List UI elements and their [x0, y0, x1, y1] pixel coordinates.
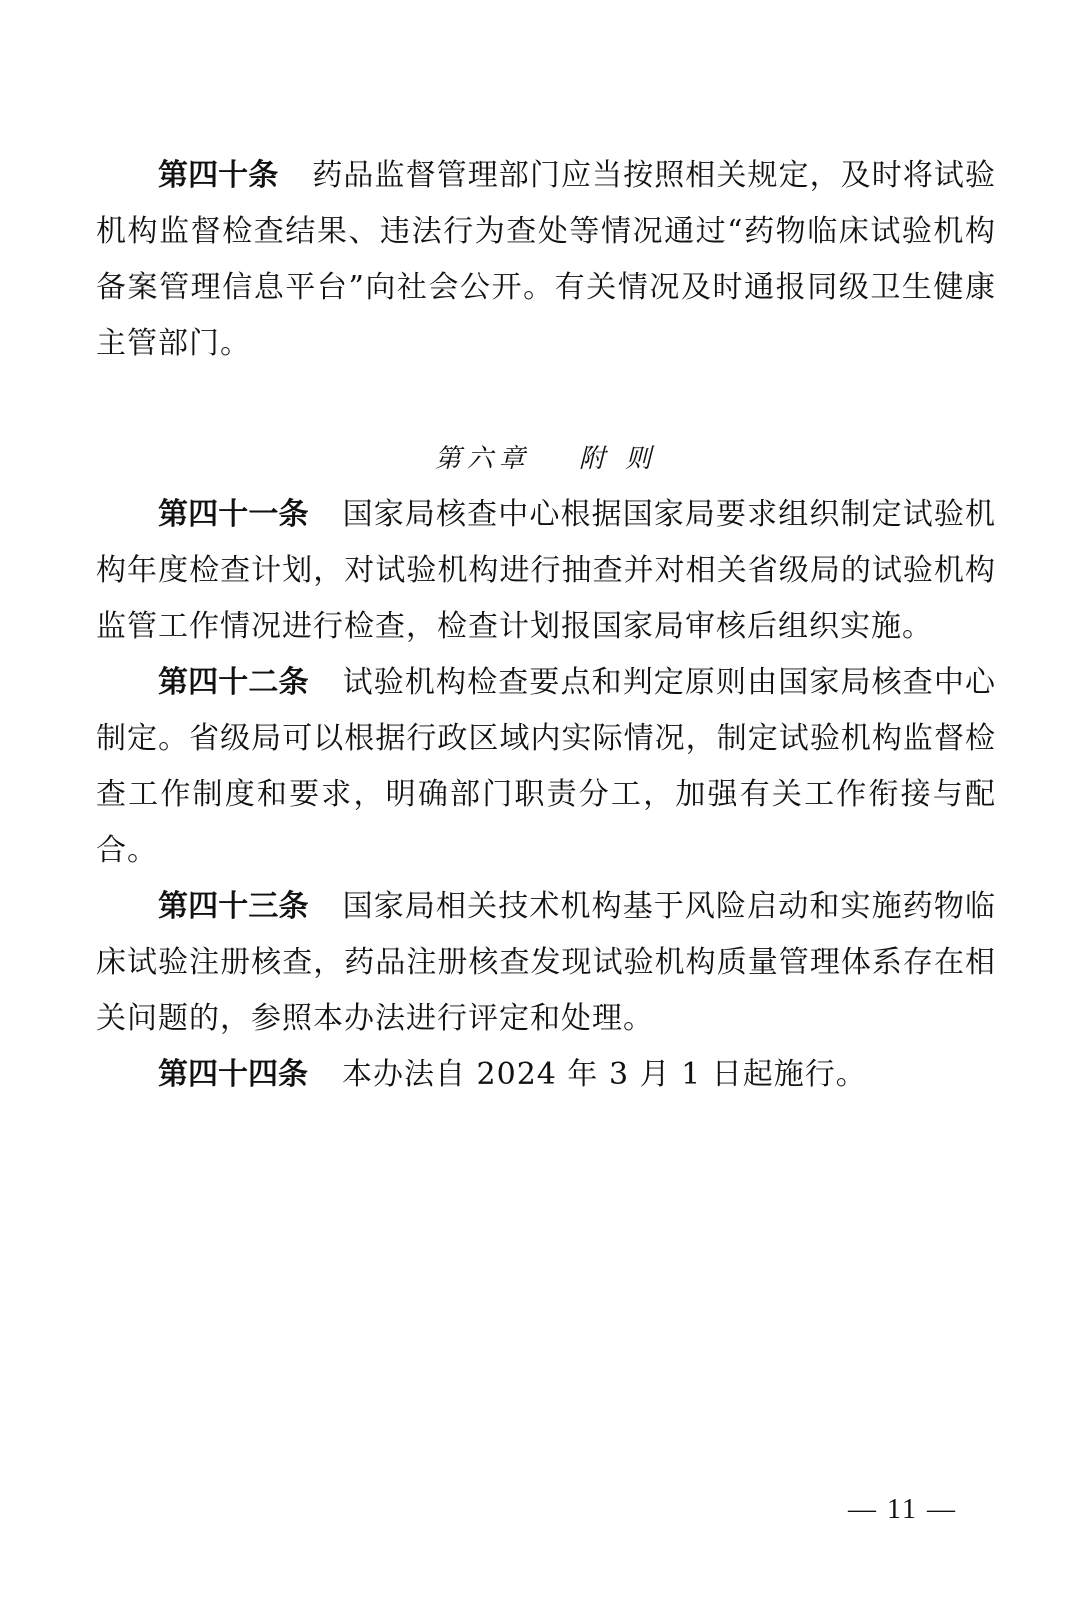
article-41-label: 第四十一条	[158, 497, 309, 532]
article-41	[96, 487, 996, 655]
article-43-text: 国家局相关技术机构基于风险启动和实施药物临床试验注册核查，药品注册核查发现试验机构质量管理体系存在相关问题的，参照本办法进行评定和处理。	[96, 889, 997, 1036]
page-number: — 11 —	[848, 1494, 957, 1525]
article-44-text: 本办法自 2024 年 3 月 1 日起施行。	[342, 1057, 867, 1092]
article-42-text: 试验机构检查要点和判定原则由国家局核查中心制定。省级局可以根据行政区域内实际情况，制定试验机构监督检查工作制度和要求，明确部门职责分工，加强有关工作衔接与配合。	[96, 665, 997, 868]
article-40	[96, 148, 996, 372]
article-41-text: 国家局核查中心根据国家局要求组织制定试验机构年度检查计划，对试验机构进行抽查并对相关省级局的试验机构监管工作情况进行检查，检查计划报国家局审核后组织实施。	[96, 497, 997, 644]
article-40-label: 第四十条	[158, 158, 279, 193]
article-42-label: 第四十二条	[158, 665, 309, 700]
chapter-title: 附 则	[578, 444, 658, 474]
article-44	[96, 1047, 996, 1103]
chapter-number: 第六章	[434, 444, 531, 474]
article-43-label: 第四十三条	[158, 889, 309, 924]
article-42	[96, 655, 996, 879]
chapter-heading	[96, 438, 996, 475]
document-body	[96, 148, 996, 1103]
article-40-text: 药品监督管理部门应当按照相关规定，及时将试验机构监督检查结果、违法行为查处等情况通过“药物临床试验机构备案管理信息平台”向社会公开。有关情况及时通报同级卫生健康主管部门。	[96, 158, 997, 361]
article-44-label: 第四十四条	[158, 1057, 308, 1092]
article-43	[96, 879, 996, 1047]
